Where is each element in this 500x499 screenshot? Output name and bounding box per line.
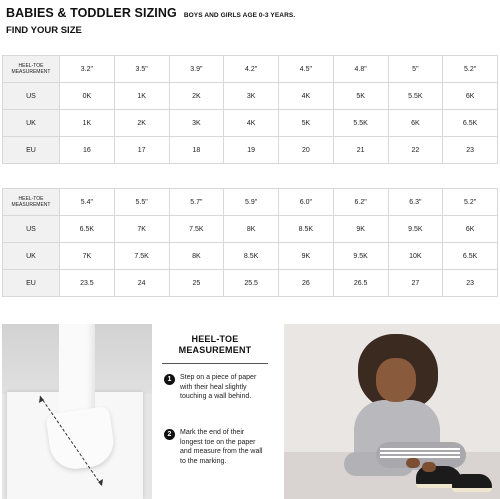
table-cell: 8.5K xyxy=(224,243,279,270)
uk-label: UK xyxy=(3,243,60,270)
tracksuit-stripe xyxy=(380,448,460,450)
uk-label: UK xyxy=(3,110,60,137)
table-cell: 17 xyxy=(114,137,169,164)
table-cell: 6K xyxy=(443,216,498,243)
eu-label: EU xyxy=(3,270,60,297)
eu-row xyxy=(3,137,498,164)
uk-row xyxy=(3,110,498,137)
table-cell: 8K xyxy=(169,243,224,270)
header xyxy=(6,6,496,36)
table-cell: 6.2" xyxy=(333,189,388,216)
table-cell: 22 xyxy=(388,137,443,164)
heel-toe-row xyxy=(3,189,498,216)
table-cell: 6.3" xyxy=(388,189,443,216)
table-cell: 1K xyxy=(60,110,115,137)
table-cell: 5" xyxy=(388,56,443,83)
table-cell: 21 xyxy=(333,137,388,164)
table-cell: 20 xyxy=(279,137,334,164)
page-subtitle: BOYS AND GIRLS AGE 0-3 YEARS. xyxy=(183,12,296,19)
table-cell: 2K xyxy=(169,83,224,110)
table-cell: 4.2" xyxy=(224,56,279,83)
toddler-hand xyxy=(406,458,420,468)
table-cell: 10K xyxy=(388,243,443,270)
table-cell: 8.5K xyxy=(279,216,334,243)
table-cell: 5.4" xyxy=(60,189,115,216)
step-1-text: Step on a piece of paper with their heal slightly touching a wall behind. xyxy=(180,374,257,400)
table-cell: 5K xyxy=(279,110,334,137)
table-cell: 6K xyxy=(388,110,443,137)
page-title: BABIES & TODDLER SIZING xyxy=(6,6,177,20)
table-cell: 23 xyxy=(443,270,498,297)
table-cell: 7.5K xyxy=(114,243,169,270)
tracksuit-stripe xyxy=(380,452,460,454)
table-cell: 25 xyxy=(169,270,224,297)
table-cell: 5.5" xyxy=(114,189,169,216)
table-cell: 5.7" xyxy=(169,189,224,216)
double-arrow-icon xyxy=(2,324,152,499)
heel-toe-label: HEEL-TOE MEASUREMENT xyxy=(3,56,60,83)
sneaker-sole xyxy=(452,488,492,492)
table-cell: 7.5K xyxy=(169,216,224,243)
table-cell: 6K xyxy=(443,83,498,110)
table-cell: 0K xyxy=(60,83,115,110)
table-cell: 3.9" xyxy=(169,56,224,83)
title-row xyxy=(6,6,496,20)
tracksuit-stripe xyxy=(380,456,460,458)
table-cell: 25.5 xyxy=(224,270,279,297)
instruction-step-2 xyxy=(164,428,276,466)
uk-row xyxy=(3,243,498,270)
us-row xyxy=(3,216,498,243)
foot-measurement-photo xyxy=(2,324,152,499)
instructions-title xyxy=(152,334,278,356)
heel-toe-row xyxy=(3,56,498,83)
us-label: US xyxy=(3,83,60,110)
table-cell: 2K xyxy=(114,110,169,137)
table-cell: 4.8" xyxy=(333,56,388,83)
table-cell: 5.5K xyxy=(388,83,443,110)
sneaker xyxy=(452,474,492,492)
table-cell: 23.5 xyxy=(60,270,115,297)
instruction-step-1 xyxy=(164,373,276,402)
numbered-circle-icon: 1 xyxy=(164,374,175,385)
table-cell: 5K xyxy=(333,83,388,110)
table-cell: 9.5K xyxy=(333,243,388,270)
size-table-1 xyxy=(2,55,498,164)
find-your-size-heading: FIND YOUR SIZE xyxy=(6,25,82,36)
divider xyxy=(162,363,268,364)
table-cell: 26.5 xyxy=(333,270,388,297)
table-cell: 5.9" xyxy=(224,189,279,216)
us-row xyxy=(3,83,498,110)
table-cell: 1K xyxy=(114,83,169,110)
table-cell: 3K xyxy=(169,110,224,137)
toddler-leg xyxy=(376,442,466,468)
table-cell: 4K xyxy=(279,83,334,110)
table-cell: 4.5" xyxy=(279,56,334,83)
toddler-face xyxy=(376,358,416,402)
numbered-circle-icon: 2 xyxy=(164,429,175,440)
table-cell: 19 xyxy=(224,137,279,164)
table-cell: 6.0" xyxy=(279,189,334,216)
table-cell: 6.5K xyxy=(60,216,115,243)
table-cell: 6.5K xyxy=(443,243,498,270)
table-cell: 7K xyxy=(60,243,115,270)
table-cell: 23 xyxy=(443,137,498,164)
table-cell: 26 xyxy=(279,270,334,297)
table-cell: 5.5K xyxy=(333,110,388,137)
table-cell: 9K xyxy=(333,216,388,243)
us-label: US xyxy=(3,216,60,243)
table-cell: 24 xyxy=(114,270,169,297)
table-cell: 3.5" xyxy=(114,56,169,83)
table-cell: 16 xyxy=(60,137,115,164)
toddler-photo xyxy=(284,324,500,499)
table-cell: 5.2" xyxy=(443,189,498,216)
instructions-title-line-2: MEASUREMENT xyxy=(178,345,252,355)
instructions-panel xyxy=(152,324,278,499)
toddler-hand xyxy=(422,462,436,472)
eu-label: EU xyxy=(3,137,60,164)
table-cell: 27 xyxy=(388,270,443,297)
table-cell: 3.2" xyxy=(60,56,115,83)
instructions-title-line-1: HEEL-TOE xyxy=(191,334,239,344)
table-cell: 9K xyxy=(279,243,334,270)
step-2-text: Mark the end of their longest toe on the paper and measure from the wall to the marking. xyxy=(180,429,263,465)
table-cell: 7K xyxy=(114,216,169,243)
heel-toe-label: HEEL-TOE MEASUREMENT xyxy=(3,189,60,216)
table-cell: 5.2" xyxy=(443,56,498,83)
table-cell: 8K xyxy=(224,216,279,243)
eu-row xyxy=(3,270,498,297)
table-cell: 6.5K xyxy=(443,110,498,137)
table-cell: 3K xyxy=(224,83,279,110)
table-cell: 9.5K xyxy=(388,216,443,243)
table-cell: 18 xyxy=(169,137,224,164)
table-cell: 4K xyxy=(224,110,279,137)
size-table-2 xyxy=(2,188,498,297)
